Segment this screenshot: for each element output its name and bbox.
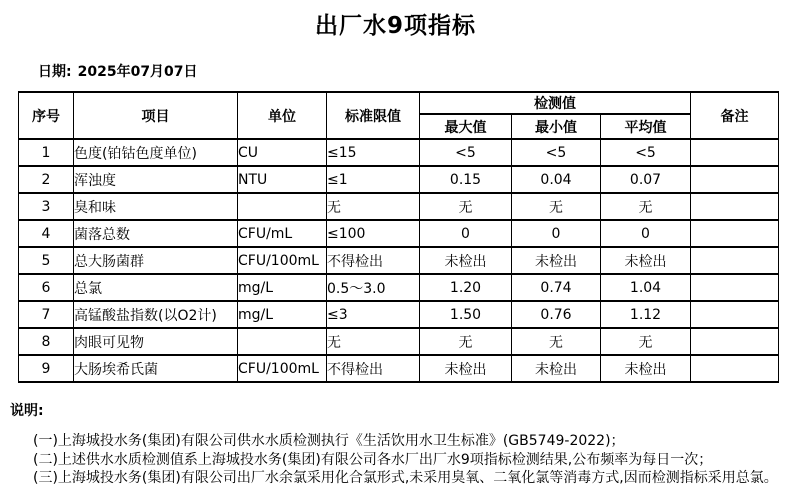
cell-avg: 0.07 — [601, 166, 691, 193]
cell-avg: 1.04 — [601, 274, 691, 301]
cell-unit: CFU/mL — [238, 220, 327, 247]
cell-unit: CU — [238, 139, 327, 166]
cell-avg: 无 — [601, 328, 691, 355]
cell-item: 菌落总数 — [74, 220, 238, 247]
cell-min: 无 — [512, 193, 601, 220]
cell-avg: 未检出 — [601, 355, 691, 382]
cell-limit: ≤1 — [327, 166, 420, 193]
cell-max: 无 — [420, 328, 512, 355]
cell-avg: 0 — [601, 220, 691, 247]
cell-no: 4 — [19, 220, 74, 247]
table-row — [19, 274, 779, 301]
cell-item: 总氯 — [74, 274, 238, 301]
cell-limit: ≤100 — [327, 220, 420, 247]
cell-item: 高锰酸盐指数(以O2计) — [74, 301, 238, 328]
header-limit: 标准限值 — [327, 92, 420, 139]
cell-max: 1.50 — [420, 301, 512, 328]
table-row — [19, 247, 779, 274]
header-item: 项目 — [74, 92, 238, 139]
note-line-2: (二)上述供水水质检测值系上海城投水务(集团)有限公司各水厂出厂水9项指标检测结果,公布频率为每日一次； — [33, 451, 713, 468]
cell-unit: mg/L — [238, 301, 327, 328]
cell-limit: ≤15 — [327, 139, 420, 166]
cell-unit — [238, 328, 327, 355]
cell-unit: NTU — [238, 166, 327, 193]
cell-item: 肉眼可见物 — [74, 328, 238, 355]
cell-max: 未检出 — [420, 247, 512, 274]
cell-min: 未检出 — [512, 247, 601, 274]
cell-unit — [238, 193, 327, 220]
cell-limit: 不得检出 — [327, 247, 420, 274]
cell-min: 0 — [512, 220, 601, 247]
cell-limit: 0.5～3.0 — [327, 274, 420, 301]
header-min: 最小值 — [512, 114, 601, 139]
cell-min: 无 — [512, 328, 601, 355]
cell-no: 7 — [19, 301, 74, 328]
page-title: 出厂水9项指标 — [314, 13, 476, 39]
cell-item: 大肠埃希氏菌 — [74, 355, 238, 382]
cell-max: 0 — [420, 220, 512, 247]
cell-remark — [691, 301, 779, 328]
table-row — [19, 193, 779, 220]
cell-remark — [691, 220, 779, 247]
table-row — [19, 220, 779, 247]
cell-remark — [691, 274, 779, 301]
cell-limit: 无 — [327, 193, 420, 220]
date-value: 2025年07月07日 — [77, 64, 198, 80]
header-row-top — [19, 92, 779, 114]
cell-no: 8 — [19, 328, 74, 355]
table-row — [19, 301, 779, 328]
table-row — [19, 166, 779, 193]
cell-avg: 1.12 — [601, 301, 691, 328]
date-label: 日期: — [38, 64, 72, 80]
cell-no: 3 — [19, 193, 74, 220]
cell-min: 0.04 — [512, 166, 601, 193]
cell-item: 臭和味 — [74, 193, 238, 220]
water-quality-table — [18, 91, 779, 383]
cell-remark — [691, 328, 779, 355]
header-remark: 备注 — [691, 92, 779, 139]
note-line-3: (三)上海城投水务(集团)有限公司出厂水余氯采用化合氯形式,未采用臭氧、二氧化氯等消毒方式,因而检测指标采用总氯。 — [33, 470, 778, 486]
table-row — [19, 328, 779, 355]
cell-avg: <5 — [601, 139, 691, 166]
cell-remark — [691, 166, 779, 193]
notes-label: 说明: — [10, 403, 44, 419]
cell-no: 2 — [19, 166, 74, 193]
cell-unit: mg/L — [238, 274, 327, 301]
cell-unit: CFU/100mL — [238, 355, 327, 382]
cell-max: 1.20 — [420, 274, 512, 301]
cell-remark — [691, 355, 779, 382]
header-unit: 单位 — [238, 92, 327, 139]
cell-max: 未检出 — [420, 355, 512, 382]
table-row — [19, 355, 779, 382]
cell-no: 9 — [19, 355, 74, 382]
cell-no: 1 — [19, 139, 74, 166]
cell-max: 无 — [420, 193, 512, 220]
cell-item: 色度(铂钴色度单位) — [74, 139, 238, 166]
header-max: 最大值 — [420, 114, 512, 139]
cell-min: <5 — [512, 139, 601, 166]
cell-min: 0.76 — [512, 301, 601, 328]
cell-item: 总大肠菌群 — [74, 247, 238, 274]
header-no: 序号 — [19, 92, 74, 139]
cell-remark — [691, 193, 779, 220]
cell-unit: CFU/100mL — [238, 247, 327, 274]
cell-limit: 无 — [327, 328, 420, 355]
header-avg: 平均值 — [601, 114, 691, 139]
cell-no: 5 — [19, 247, 74, 274]
cell-min: 0.74 — [512, 274, 601, 301]
cell-limit: 不得检出 — [327, 355, 420, 382]
cell-max: <5 — [420, 139, 512, 166]
header-detection: 检测值 — [420, 92, 691, 114]
cell-avg: 无 — [601, 193, 691, 220]
cell-item: 浑浊度 — [74, 166, 238, 193]
cell-no: 6 — [19, 274, 74, 301]
cell-remark — [691, 247, 779, 274]
cell-max: 0.15 — [420, 166, 512, 193]
cell-limit: ≤3 — [327, 301, 420, 328]
table-row — [19, 139, 779, 166]
cell-avg: 未检出 — [601, 247, 691, 274]
note-line-1: (一)上海城投水务(集团)有限公司供水水质检测执行《生活饮用水卫生标准》(GB5749-2022)； — [33, 433, 625, 449]
cell-remark — [691, 139, 779, 166]
report-date — [38, 61, 791, 81]
cell-min: 未检出 — [512, 355, 601, 382]
